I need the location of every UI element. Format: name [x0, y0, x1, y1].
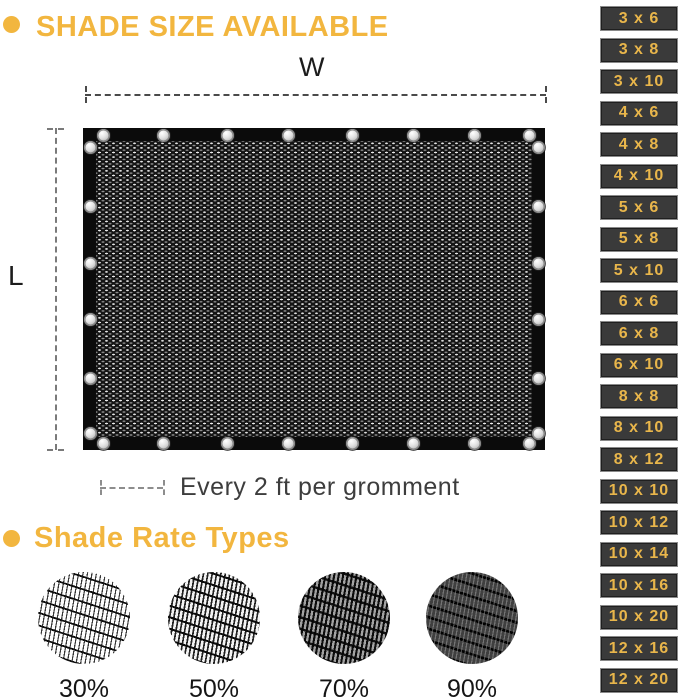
size-option: 8 x 10: [600, 416, 678, 441]
section-title-shade-size: SHADE SIZE AVAILABLE: [36, 11, 389, 43]
mesh-swatch-icon: [298, 572, 390, 664]
grommet-icon: [97, 129, 110, 142]
grommet-spacing-bracket: [100, 487, 163, 489]
size-option: 6 x 8: [600, 321, 678, 346]
grommet-icon: [84, 372, 97, 385]
mesh-swatch-icon: [168, 572, 260, 664]
size-option: 4 x 8: [600, 132, 678, 157]
grommet-icon: [532, 372, 545, 385]
size-option: 4 x 10: [600, 164, 678, 189]
size-option: 10 x 14: [600, 542, 678, 567]
grommet-icon: [84, 313, 97, 326]
grommet-icon: [532, 257, 545, 270]
grommet-icon: [346, 129, 359, 142]
size-option: 5 x 10: [600, 258, 678, 283]
length-dimension-tick-bottom: [47, 449, 64, 451]
size-option: 3 x 6: [600, 6, 678, 31]
shade-rate-sample: [426, 572, 518, 698]
grommet-icon: [523, 129, 536, 142]
size-option: 8 x 8: [600, 384, 678, 409]
grommet-icon: [468, 437, 481, 450]
size-option: 5 x 6: [600, 195, 678, 220]
size-option: 12 x 20: [600, 668, 678, 693]
grommet-icon: [532, 313, 545, 326]
grommet-icon: [221, 437, 234, 450]
size-option: 10 x 20: [600, 605, 678, 630]
grommet-icon: [157, 129, 170, 142]
shade-rate-sample: [38, 572, 130, 698]
shade-rate-label: 90%: [446, 675, 498, 698]
grommet-icon: [84, 141, 97, 154]
size-option: 3 x 8: [600, 38, 678, 63]
shade-rate-label: 30%: [58, 675, 110, 698]
grommet-icon: [532, 200, 545, 213]
length-dimension-line: [55, 128, 57, 450]
grommet-icon: [84, 427, 97, 440]
width-dimension-line: [85, 94, 546, 96]
width-dimension-tick-right: [545, 86, 547, 103]
grommet-icon: [532, 427, 545, 440]
size-option: 6 x 10: [600, 353, 678, 378]
size-option: 10 x 12: [600, 510, 678, 535]
size-option: 5 x 8: [600, 227, 678, 252]
grommet-icon: [221, 129, 234, 142]
size-option-list: [600, 0, 679, 698]
size-option: 10 x 10: [600, 479, 678, 504]
size-option: 12 x 16: [600, 636, 678, 661]
grommet-icon: [407, 437, 420, 450]
shade-cloth-diagram: [83, 128, 545, 450]
grommet-icon: [282, 437, 295, 450]
grommet-icon: [84, 257, 97, 270]
grommet-spacing-tick-left: [100, 480, 102, 495]
grommet-icon: [407, 129, 420, 142]
grommet-icon: [532, 141, 545, 154]
width-dimension-tick-left: [85, 86, 87, 103]
bullet-icon: [3, 16, 20, 33]
grommet-icon: [84, 200, 97, 213]
mesh-swatch-icon: [426, 572, 518, 664]
grommet-icon: [346, 437, 359, 450]
shade-rate-label: 70%: [318, 675, 370, 698]
width-dimension-label: W: [299, 52, 325, 82]
length-dimension-tick-top: [47, 128, 64, 130]
mesh-texture: [96, 141, 532, 437]
mesh-swatch-icon: [38, 572, 130, 664]
size-option: 10 x 16: [600, 573, 678, 598]
length-dimension-label: L: [8, 260, 24, 291]
size-option: 3 x 10: [600, 69, 678, 94]
grommet-icon: [157, 437, 170, 450]
size-option: 6 x 6: [600, 290, 678, 315]
shade-rate-label: 50%: [188, 675, 240, 698]
bullet-icon: [3, 530, 20, 547]
size-option: 8 x 12: [600, 447, 678, 472]
grommet-icon: [282, 129, 295, 142]
grommet-spacing-note: Every 2 ft per gromment: [180, 473, 460, 501]
grommet-icon: [468, 129, 481, 142]
shade-rate-sample: [168, 572, 260, 698]
grommet-icon: [97, 437, 110, 450]
size-option: 4 x 6: [600, 101, 678, 126]
shade-rate-sample: [298, 572, 390, 698]
section-title-shade-rate: Shade Rate Types: [34, 522, 290, 554]
grommet-spacing-tick-right: [163, 480, 165, 495]
